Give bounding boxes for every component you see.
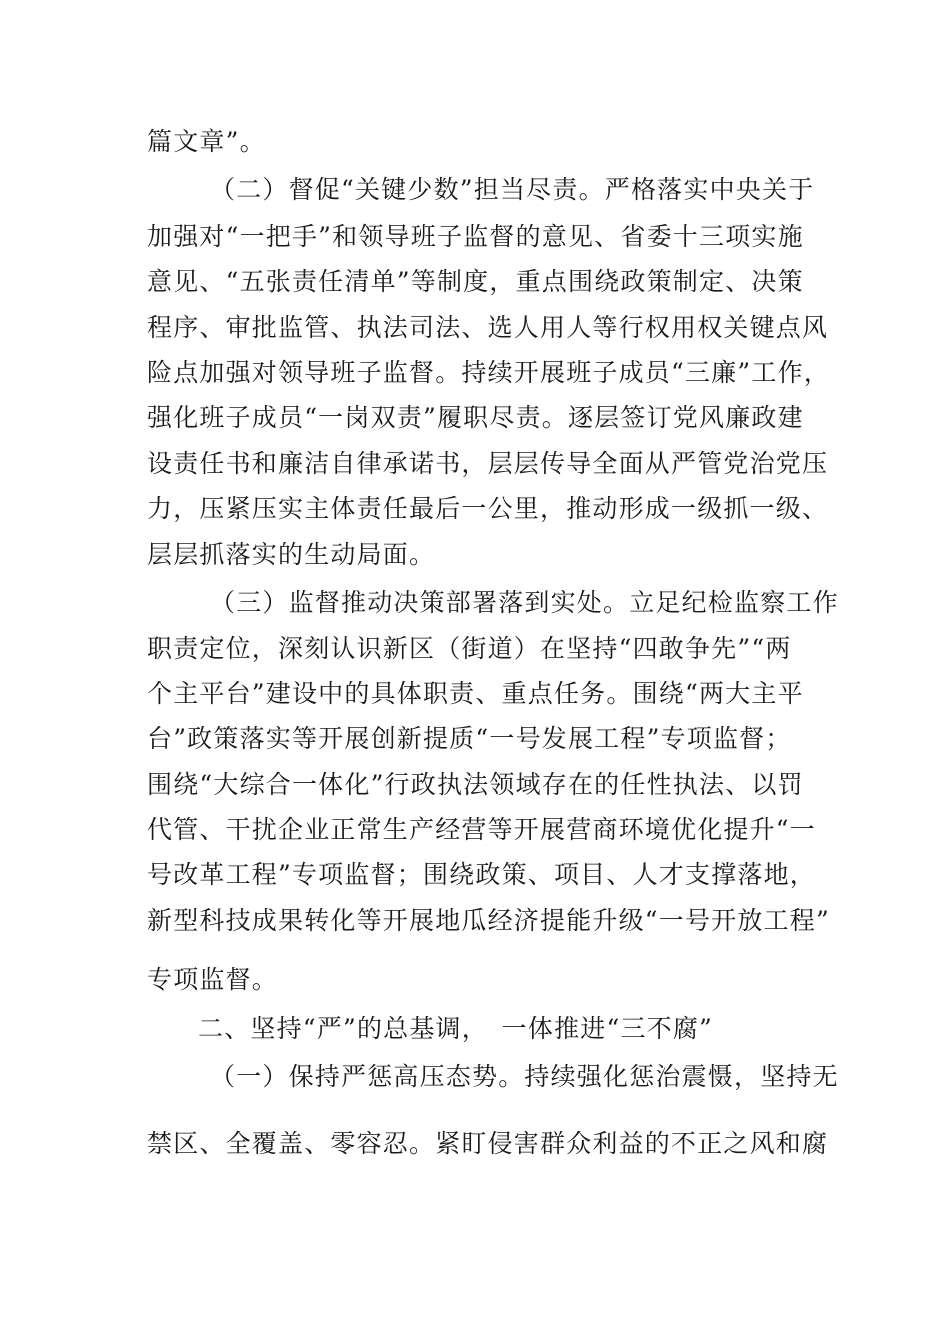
paragraph-heading-1: （一）保持严惩高压态势。持续强化惩治震慑，坚持无 — [210, 1062, 839, 1091]
text-line: 险点加强对领导班子监督。持续开展班子成员“三廉”工作， — [147, 358, 830, 387]
text-line: 台”政策落实等开展创新提质“一号发展工程”专项监督； — [147, 724, 792, 753]
text-line: 代管、干扰企业正常生产经营等开展营商环境优化提升“一 — [147, 815, 816, 844]
text-line: 围绕“大综合一体化”行政执法领域存在的任性执法、以罚 — [147, 770, 804, 799]
text-line: 力，压紧压实主体责任最后一公里，推动形成一级抓一级、 — [147, 494, 829, 523]
text-line: 专项监督。 — [147, 965, 279, 994]
text-line: 强化班子成员“一岗双责”履职尽责。逐层签订党风廉政建 — [147, 403, 804, 432]
paragraph-heading-2: （二）督促“关键少数”担当尽责。严格落实中央关于 — [210, 175, 815, 204]
text-line: 职责定位，深刻认识新区（街道）在坚持“四敢争先”“两 — [147, 634, 792, 663]
text-line: 新型科技成果转化等开展地瓜经济提能升级“一号开放工程” — [147, 906, 830, 935]
text-line: 号改革工程”专项监督；围绕政策、项目、人才支撑落地， — [147, 860, 816, 889]
paragraph-heading-3: （三）监督推动决策部署落到实处。立足纪检监察工作 — [210, 588, 839, 617]
text-line: 层层抓落实的生动局面。 — [147, 540, 436, 569]
text-line: 禁区、全覆盖、零容忍。紧盯侵害群众利益的不正之风和腐 — [147, 1129, 829, 1158]
text-line: 设责任书和廉洁自律承诺书，层层传导全面从严管党治党压 — [147, 449, 829, 478]
text-line: 加强对“一把手”和领导班子监督的意见、省委十三项实施 — [147, 222, 804, 251]
section-heading: 二、坚持“严”的总基调， 一体推进“三不腐” — [198, 1014, 714, 1043]
text-line: 程序、审批监管、执法司法、选人用人等行权用权关键点风 — [147, 313, 829, 342]
text-line: 个主平台”建设中的具体职责、重点任务。围绕“两大主平 — [147, 679, 804, 708]
text-line: 篇文章”。 — [147, 127, 266, 156]
text-line: 意见、“五张责任清单”等制度，重点围绕政策制定、决策 — [147, 267, 804, 296]
